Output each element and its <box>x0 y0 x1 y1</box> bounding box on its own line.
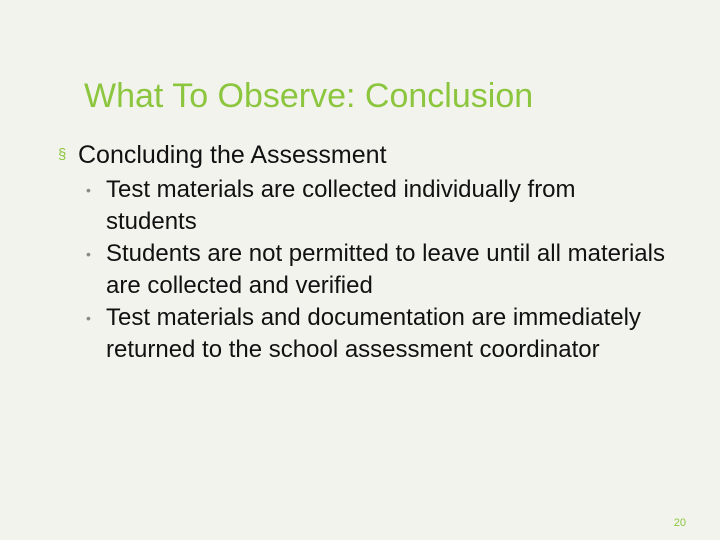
bullet-dot-icon: • <box>86 246 91 262</box>
sub-bullet-list <box>56 174 686 366</box>
list-item-text: Test materials are collected individually from students <box>106 176 576 235</box>
section-heading: Concluding the Assessment <box>78 141 387 169</box>
heading-bullet-row <box>56 138 676 172</box>
list-item <box>86 238 686 302</box>
bullet-dot-icon: • <box>86 310 91 326</box>
bullet-dot-icon: • <box>86 182 91 198</box>
section-bullet-icon: § <box>58 146 67 163</box>
list-item <box>86 302 686 366</box>
slide-title: What To Observe: Conclusion <box>84 77 534 115</box>
bullet-list <box>56 138 676 366</box>
list-item-text: Students are not permitted to leave until all materials are collected and verified <box>106 240 665 299</box>
list-item <box>86 174 686 238</box>
list-item-text: Test materials and documentation are immediately returned to the school assessment coordinator <box>106 304 641 363</box>
page-number: 20 <box>673 517 686 529</box>
